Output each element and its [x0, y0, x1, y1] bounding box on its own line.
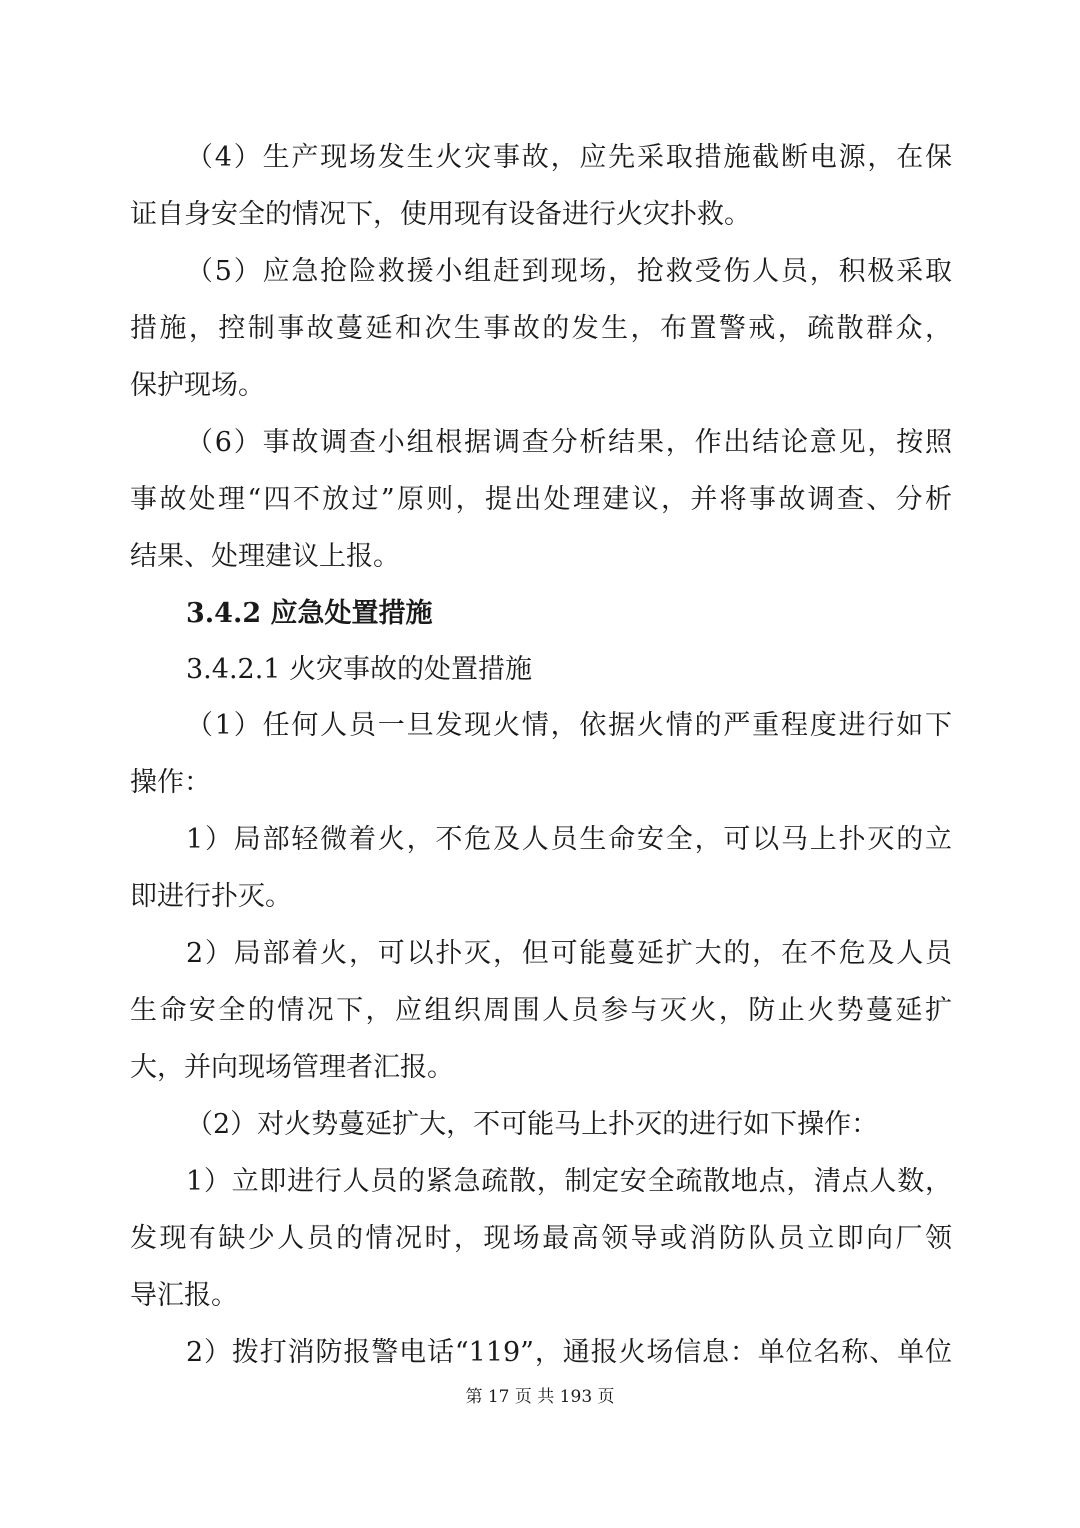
paragraph-line: 保护现场。 [130, 370, 265, 401]
paragraph-line: 即进行扑灭。 [130, 881, 292, 912]
paragraph-line: （4）生产现场发生火灾事故，应先采取措施截断电源，在保 [186, 142, 952, 173]
paragraph-line: 2）局部着火，可以扑灭，但可能蔓延扩大的，在不危及人员 [186, 938, 952, 969]
page-footer: 第 17 页 共 193 页 [465, 1387, 615, 1407]
paragraph-line: 生命安全的情况下，应组织周围人员参与灭火，防止火势蔓延扩 [130, 995, 952, 1026]
paragraph-line: （6）事故调查小组根据调查分析结果，作出结论意见，按照 [186, 427, 952, 458]
paragraph-line: （2）对火势蔓延扩大，不可能马上扑灭的进行如下操作： [186, 1109, 879, 1140]
paragraph-line: （1）任何人员一旦发现火情，依据火情的严重程度进行如下 [186, 710, 952, 741]
paragraph-line: 大，并向现场管理者汇报。 [130, 1052, 454, 1083]
paragraph-line: 发现有缺少人员的情况时，现场最高领导或消防队员立即向厂领 [130, 1223, 952, 1254]
paragraph-line: （5）应急抢险救援小组赶到现场，抢救受伤人员，积极采取 [186, 256, 952, 287]
paragraph-line: 操作： [130, 767, 211, 798]
paragraph-line: 措施，控制事故蔓延和次生事故的发生，布置警戒，疏散群众， [130, 313, 952, 344]
paragraph-line: 结果、处理建议上报。 [130, 541, 400, 572]
paragraph-line: 事故处理“四不放过”原则，提出处理建议，并将事故调查、分析 [130, 484, 952, 515]
paragraph-line: 证自身安全的情况下，使用现有设备进行火灾扑救。 [130, 199, 751, 230]
paragraph-line: 导汇报。 [130, 1280, 238, 1311]
section-heading: 3.4.2 应急处置措施 [186, 598, 433, 629]
paragraph-line: 2）拨打消防报警电话“119”，通报火场信息：单位名称、单位 [186, 1337, 952, 1368]
paragraph-line: 1）立即进行人员的紧急疏散，制定安全疏散地点，清点人数， [186, 1166, 952, 1197]
subsection-heading: 3.4.2.1 火灾事故的处置措施 [186, 654, 533, 685]
paragraph-line: 1）局部轻微着火，不危及人员生命安全，可以马上扑灭的立 [186, 824, 952, 855]
